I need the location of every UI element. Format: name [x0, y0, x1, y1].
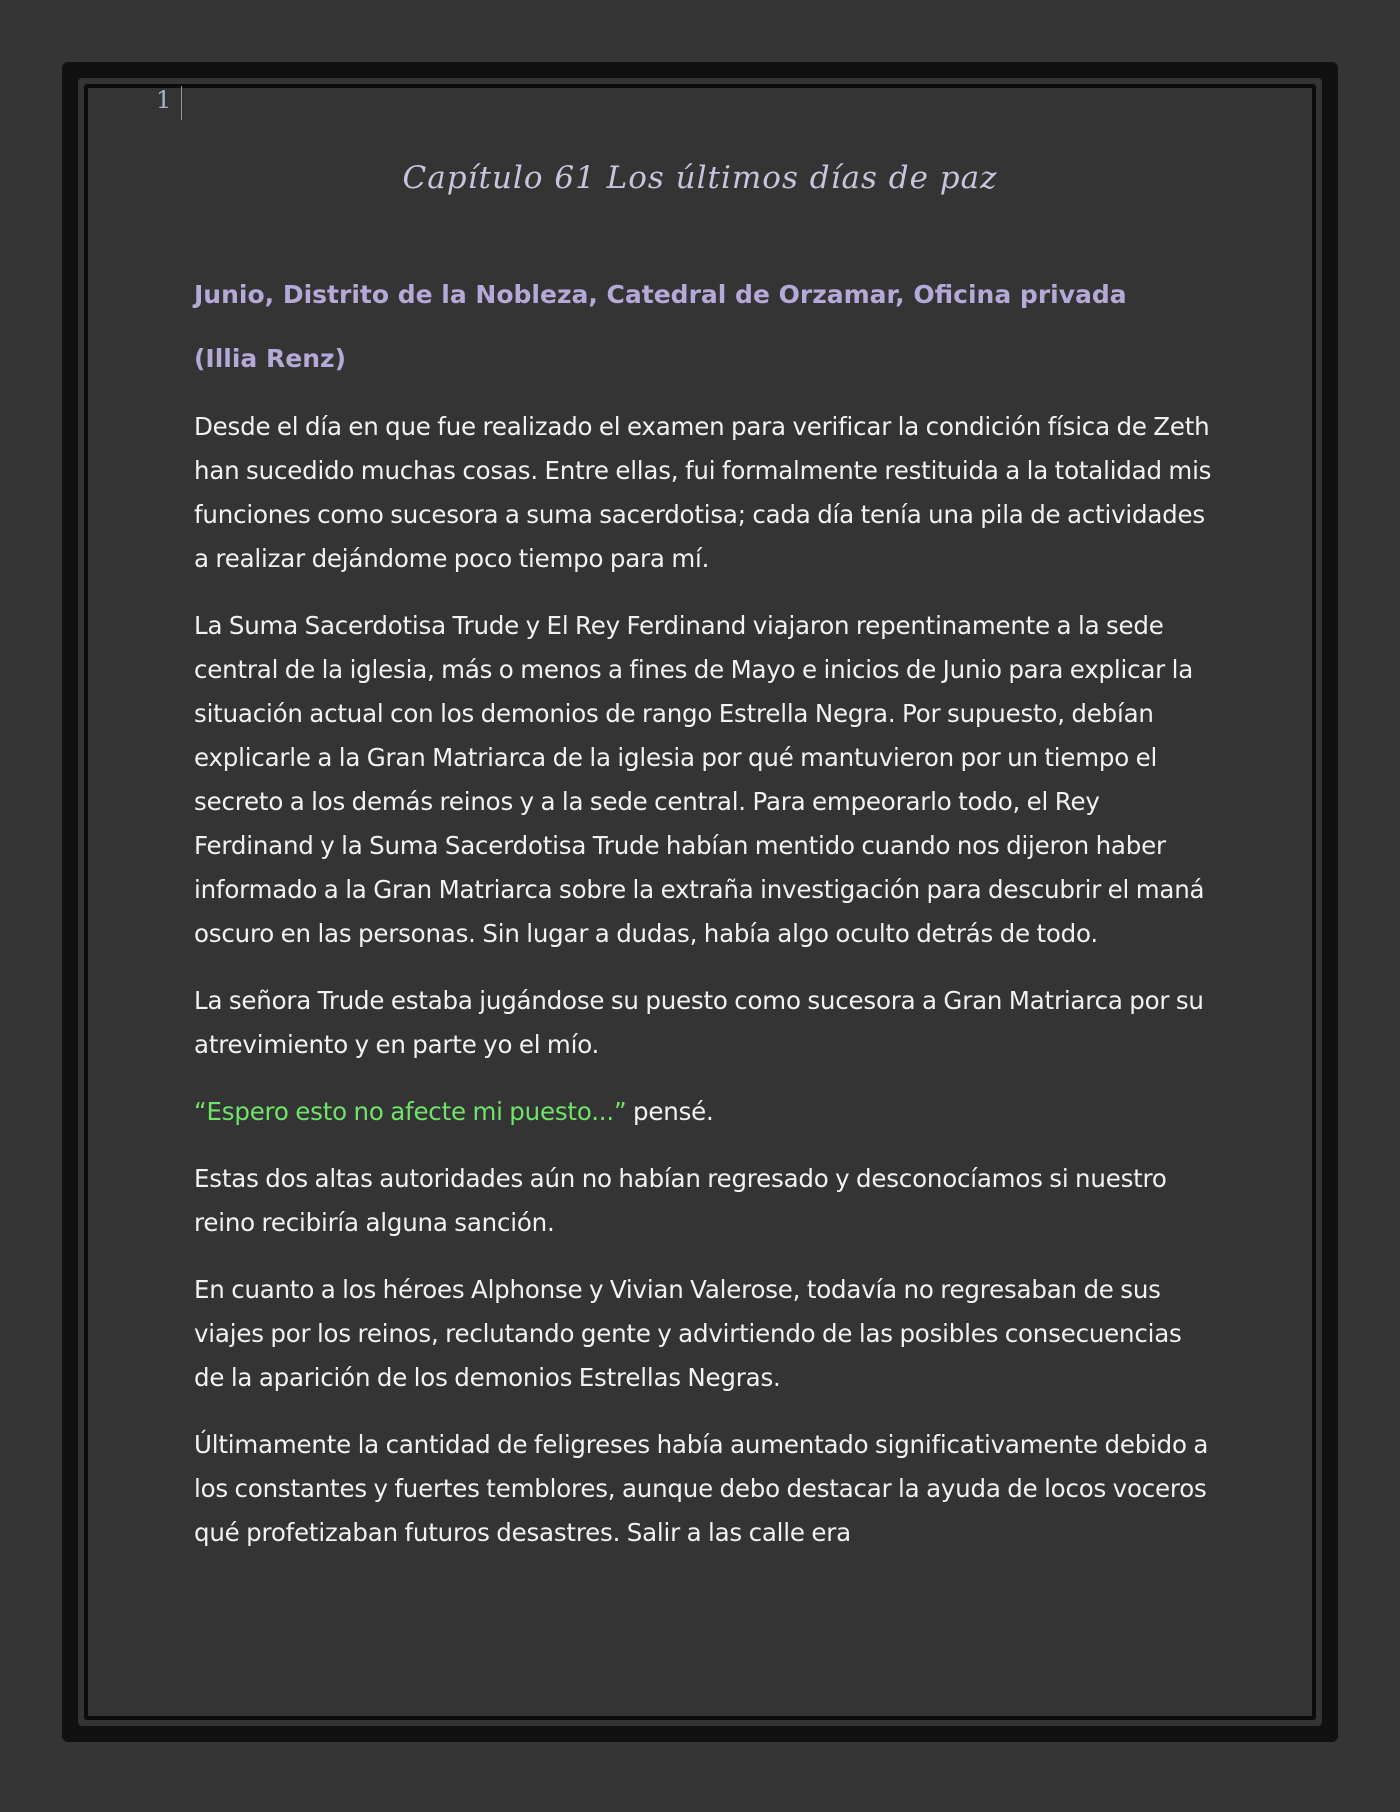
chapter-title: Capítulo 61 Los últimos días de paz	[402, 160, 998, 196]
paragraph-1: Desde el día en que fue realizado el examen para verificar la condición física de Zeth han sucedido muchas cosas. Entre ellas, fui formalmente restituida a la totalidad mis funciones como sucesora a suma sacerdotisa; cada día tenía una pila de actividades a realizar dejándome poco tiempo para mí.	[194, 412, 1212, 573]
scene-location: Junio, Distrito de la Nobleza, Catedral de Orzamar, Oficina privada	[194, 280, 1127, 309]
inner-thought: “Espero esto no afecte mi puesto...”	[194, 1097, 627, 1126]
page-number: 1	[156, 86, 172, 114]
thought-paragraph	[194, 1090, 1214, 1134]
paragraph-4: Estas dos altas autoridades aún no habían regresado y desconocíamos si nuestro reino recibiría alguna sanción.	[194, 1164, 1167, 1237]
page-content	[194, 282, 1214, 1578]
paragraph-5: En cuanto a los héroes Alphonse y Vivian Valerose, todavía no regresaban de sus viajes por los reinos, reclutando gente y advirtiendo de las posibles consecuencias de la aparición de los demonios Estrellas Negras.	[194, 1275, 1182, 1392]
paragraph-2: La Suma Sacerdotisa Trude y El Rey Ferdinand viajaron repentinamente a la sede central de la iglesia, más o menos a fines de Mayo e inicios de Junio para explicar la situación actual con los demonios de rango Estrella Negra. Por supuesto, debían explicarle a la Gran Matriarca de la iglesia por qué mantuvieron por un tiempo el secreto a los demás reinos y a la sede central. Para empeorarlo todo, el Rey Ferdinand y la Suma Sacerdotisa Trude habían mentido cuando nos dijeron haber informado a la Gran Matriarca sobre la extraña investigación para descubrir el maná oscuro en las personas. Sin lugar a dudas, había algo oculto detrás de todo.	[194, 611, 1205, 948]
paragraph-3: La señora Trude estaba jugándose su puesto como sucesora a Gran Matriarca por su atrevimiento y en parte yo el mío.	[194, 986, 1204, 1059]
paragraph-6: Últimamente la cantidad de feligreses había aumentado significativamente debido a los constantes y fuertes temblores, aunque debo destacar la ayuda de locos voceros qué profetizaban futuros desastres. Salir a las calle era	[194, 1430, 1209, 1547]
scene-pov: (Illia Renz)	[194, 344, 346, 373]
page-number-divider	[181, 86, 182, 120]
thought-tail: pensé.	[626, 1097, 714, 1126]
